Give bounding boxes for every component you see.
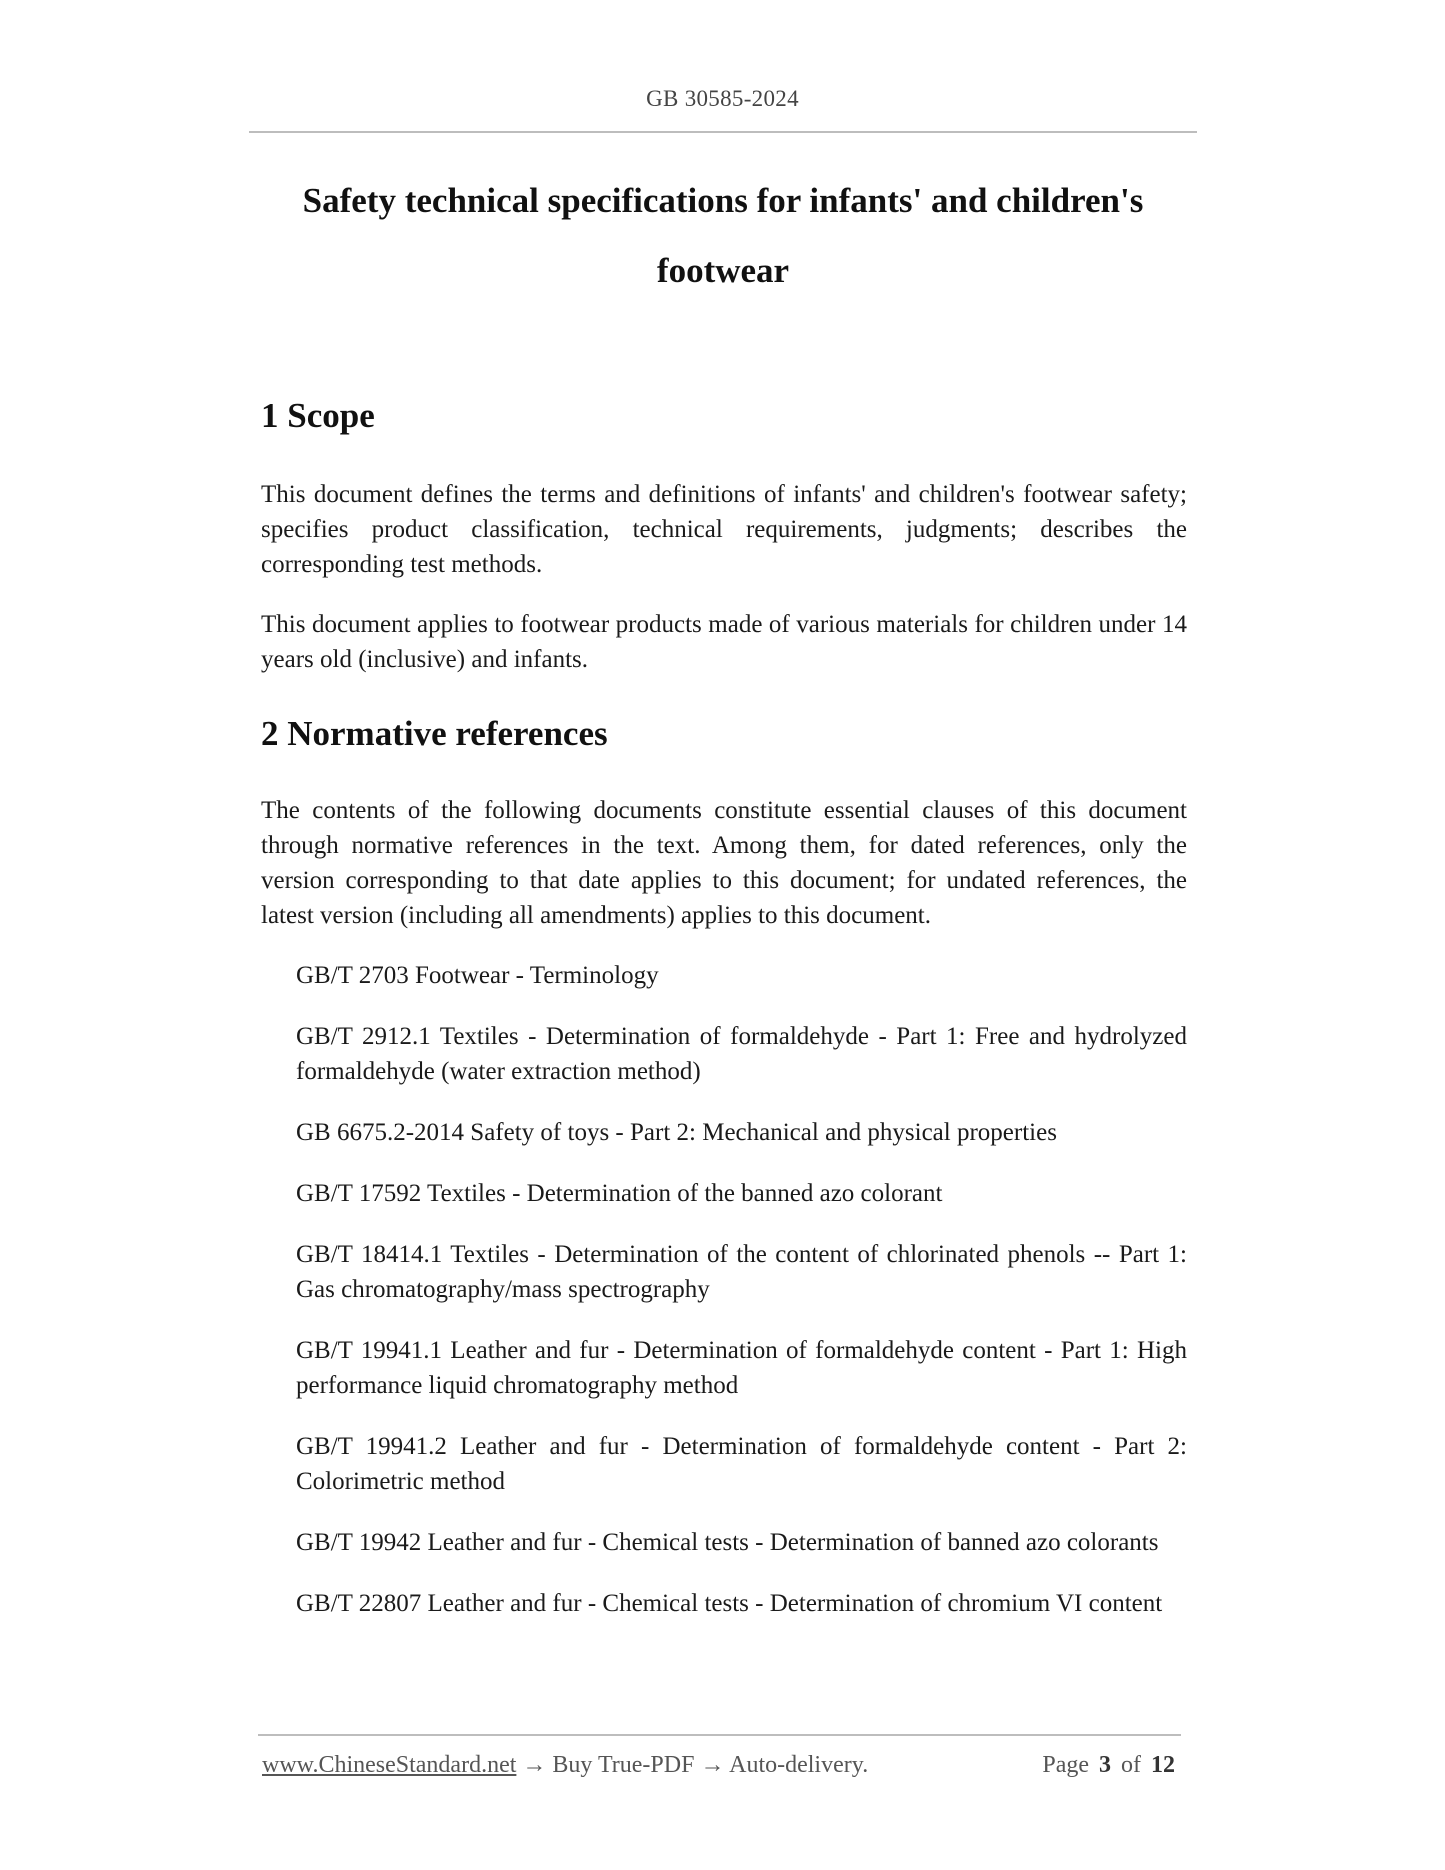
reference-item: GB/T 19941.1 Leather and fur - Determination of formaldehyde content - Part 1: High performance liquid chromatography method <box>296 1337 1187 1399</box>
title-line-1: Safety technical specifications for infants' and children's <box>302 181 1144 220</box>
section-heading-normative-references: 2 Normative references <box>261 714 608 753</box>
page-indicator <box>1042 1752 1179 1779</box>
reference-item: GB/T 22807 Leather and fur - Chemical tests - Determination of chromium VI content <box>296 1590 1163 1617</box>
page-total: 12 <box>1151 1752 1175 1778</box>
reference-item: GB/T 17592 Textiles - Determination of the banned azo colorant <box>296 1180 943 1207</box>
page-header: GB 30585-2024 <box>646 86 799 111</box>
reference-item: GB/T 19942 Leather and fur - Chemical tests - Determination of banned azo colorants <box>296 1529 1159 1556</box>
document-title <box>249 166 1197 306</box>
reference-item: GB/T 19941.2 Leather and fur - Determination of formaldehyde content - Part 2: Colorimetric method <box>296 1433 1187 1495</box>
scope-paragraph-2: This document applies to footwear products made of various materials for children under 14 years old (inclusive) and infants. <box>261 611 1187 673</box>
reference-list <box>261 958 1187 1621</box>
footer-promo-text: → Buy True-PDF → Auto-delivery. <box>516 1752 869 1778</box>
title-line-2: footwear <box>656 251 790 290</box>
scope-paragraph-1: This document defines the terms and definitions of infants' and children's footwear safety; specifies product classification, technical requirements, judgments; describes the corresponding test methods. <box>261 481 1187 578</box>
document-body <box>261 395 1187 1647</box>
header-divider <box>249 131 1197 133</box>
reference-item: GB/T 2703 Footwear - Terminology <box>296 962 659 989</box>
page-of-label: of <box>1121 1752 1141 1778</box>
page-current: 3 <box>1099 1752 1111 1778</box>
page-label: Page <box>1042 1752 1089 1778</box>
reference-item: GB/T 2912.1 Textiles - Determination of formaldehyde - Part 1: Free and hydrolyzed formaldehyde (water extraction method) <box>296 1023 1187 1085</box>
normative-references-intro: The contents of the following documents constitute essential clauses of this document through normative references in the text. Among them, for dated references, only the version corresponding to that date applies to this document; for undated references, the latest version (including all amendments) applies to this document. <box>261 797 1187 929</box>
page-footer <box>262 1752 1182 1779</box>
site-link[interactable]: www.ChineseStandard.net <box>262 1752 517 1778</box>
reference-item: GB 6675.2-2014 Safety of toys - Part 2: Mechanical and physical properties <box>296 1119 1057 1146</box>
reference-item: GB/T 18414.1 Textiles - Determination of the content of chlorinated phenols -- Part 1: Gas chromatography/mass spectrography <box>296 1241 1187 1303</box>
footer-divider <box>258 1734 1181 1736</box>
section-heading-scope: 1 Scope <box>261 396 375 435</box>
